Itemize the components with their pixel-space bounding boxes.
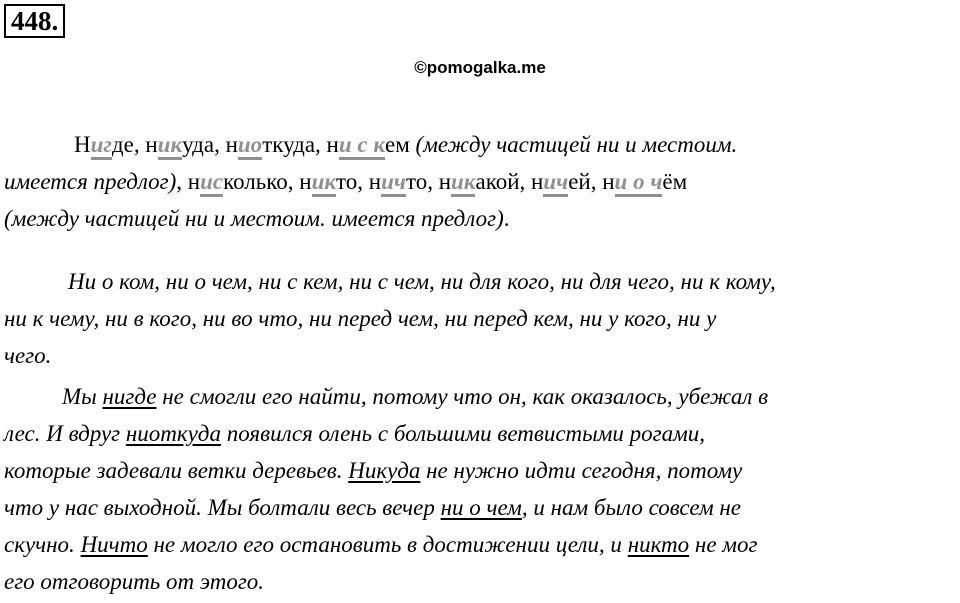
text-line	[4, 526, 956, 563]
highlighted-letters: ио	[238, 132, 262, 160]
italic-text: что у нас выходной. Мы болтали весь вечер	[4, 495, 441, 520]
text-run: Н	[74, 132, 91, 157]
text-run: де, н	[111, 132, 158, 157]
italic-text: не могло его остановить в достижении цели, и	[147, 532, 628, 557]
text-line	[4, 452, 956, 489]
highlighted-letters: иг	[91, 132, 112, 160]
highlighted-letters: ик	[158, 132, 182, 160]
italic-text: его отговорить от этого.	[4, 569, 265, 594]
highlighted-letters: ик	[312, 169, 336, 197]
underlined-word: Ничто	[80, 532, 148, 557]
text-run: ём	[662, 169, 688, 194]
underlined-word: нигде	[102, 384, 157, 409]
text-run: уда, н	[182, 132, 238, 157]
highlighted-letters: и с к	[339, 132, 385, 160]
text-line	[4, 563, 956, 600]
text-line	[4, 378, 956, 415]
italic-text: которые задевали ветки деревьев.	[4, 458, 349, 483]
text-run: , н	[176, 169, 201, 194]
text-line: ни к чему, ни в кого, ни во что, ни перед чем, ни перед кем, ни у кого, ни у	[4, 306, 717, 331]
italic-text: (между частицей ни и местоим.	[415, 132, 738, 157]
italic-text: не нужно идти сегодня, потому	[420, 458, 743, 483]
paragraph-phrase-list	[4, 263, 956, 374]
text-run: колько, н	[223, 169, 312, 194]
underlined-word: ниоткуда	[125, 421, 221, 446]
highlighted-letters: ич	[543, 169, 568, 197]
watermark: ©pomogalka.me	[414, 58, 546, 77]
text-run: ей, н	[568, 169, 615, 194]
highlighted-letters: ич	[381, 169, 406, 197]
text-line: чего.	[4, 343, 52, 368]
highlighted-letters: ис	[200, 169, 223, 197]
text-run: .	[503, 206, 510, 231]
text-run: ткуда, н	[262, 132, 339, 157]
text-run: акой, н	[475, 169, 544, 194]
paragraph-word-list	[4, 126, 956, 237]
text-line	[4, 163, 956, 200]
text-line	[4, 126, 956, 163]
text-line: Ни о ком, ни о чем, ни с кем, ни с чем, ни для кого, ни для чего, ни к кому,	[68, 269, 776, 294]
text-line	[4, 415, 956, 452]
italic-text: Мы	[62, 384, 103, 409]
italic-text: лес. И вдруг	[4, 421, 126, 446]
text-run: ем	[385, 132, 416, 157]
underlined-word: никто	[627, 532, 690, 557]
highlighted-letters: ик	[451, 169, 475, 197]
highlighted-letters: и о ч	[615, 169, 663, 197]
italic-text: появился олень с большими ветвистыми рогами,	[220, 421, 706, 446]
italic-text: , и нам было совсем не	[521, 495, 742, 520]
italic-text: скучно.	[4, 532, 81, 557]
paragraph-example-text	[4, 378, 956, 600]
italic-text: имеется предлог)	[4, 169, 177, 194]
text-run: то, н	[405, 169, 452, 194]
text-line	[4, 200, 956, 237]
italic-text: не мог	[689, 532, 758, 557]
text-run: то, н	[336, 169, 382, 194]
exercise-number: 448.	[4, 4, 65, 38]
underlined-word: Никуда	[348, 458, 421, 483]
italic-text: (между частицей ни и местоим. имеется предлог)	[4, 206, 504, 231]
underlined-word: ни о чем	[440, 495, 522, 520]
italic-text: не смогли его найти, потому что он, как оказалось, убежал в	[156, 384, 769, 409]
text-line	[4, 489, 956, 526]
